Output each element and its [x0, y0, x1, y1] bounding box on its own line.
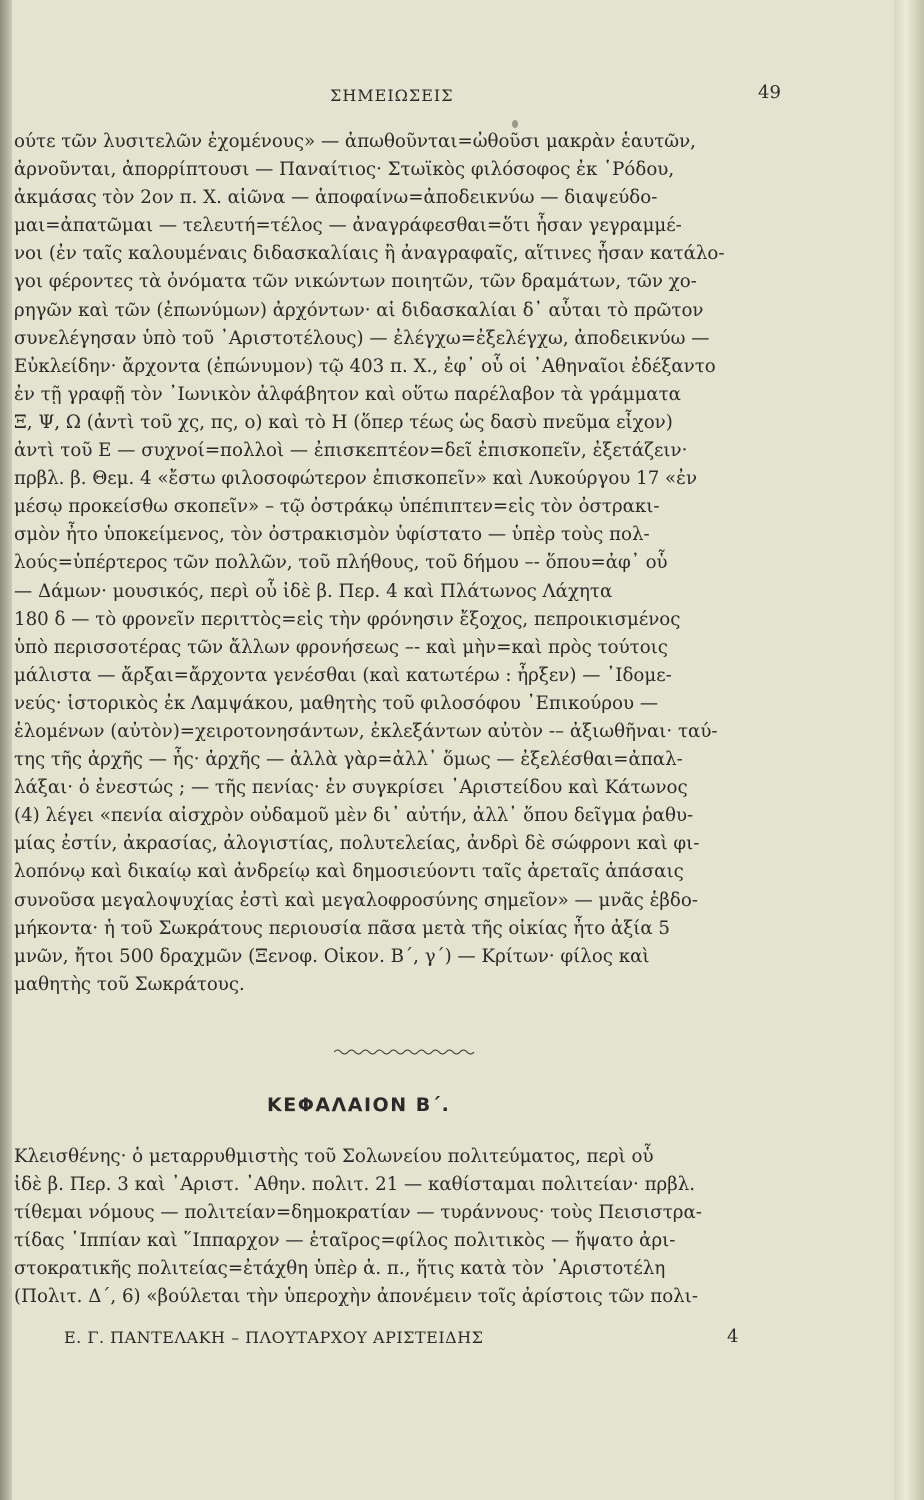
- text-line: λοπόνῳ καὶ δικαίῳ καὶ ἀνδρείῳ καὶ δημοσιεύοντι ταῖς ἀρεταῖς ἁπάσαις: [14, 861, 684, 883]
- page-edge: [894, 0, 924, 1500]
- text-line: συνελέγησαν ὑπὸ τοῦ ᾿Αριστοτέλους) — ἐλέγχω=ἐξελέγχω, ἀποδεικνύω —: [14, 327, 710, 349]
- text-line: λούς=ὑπέρτερος τῶν πολλῶν, τοῦ πλήθους, τοῦ δήμου –- ὅπου=ἀφ᾿ οὗ: [14, 552, 668, 574]
- running-header: [12, 82, 894, 112]
- running-title: ΣΗΜΕΙΩΣΕΙΣ: [330, 86, 454, 105]
- text-line: μνῶν, ἤτοι 500 δραχμῶν (Ξενοφ. Οἰκον. Β΄, γ΄) — Κρίτων· φίλος καὶ: [14, 945, 650, 967]
- text-line: της τῆς ἀρχῆς — ἧς· ἀρχῆς — ἀλλὰ γὰρ=ἀλλ᾿ ὅμως — ἐξελέσθαι=ἀπαλ-: [14, 749, 683, 771]
- text-line: (4) λέγει «πενία αἰσχρὸν οὐδαμοῦ μὲν δι᾿ αὐτήν, ἀλλ᾿ ὅπου δεῖγμα ῥαθυ-: [14, 805, 694, 827]
- ink-smudge: [512, 120, 518, 128]
- text-line: τίθεμαι νόμους — πολιτείαν=δημοκρατίαν — τυράννους· τοὺς Πεισιστρα-: [14, 1202, 702, 1224]
- text-line: λάξαι· ὁ ἐνεστώς ; — τῆς πενίας· ἐν συγκρίσει ᾿Αριστείδου καὶ Κάτωνος: [14, 777, 688, 799]
- text-line: ούτε τῶν λυσιτελῶν ἐχομένους» — ἀπωθοῦνται=ὠθοῦσι μακρὰν ἑαυτῶν,: [14, 131, 696, 152]
- text-line: ἰδὲ β. Περ. 3 καὶ ᾿Αριστ. ᾿Αθην. πολιτ. 21 — καθίσταμαι πολιτείαν· πρβλ.: [14, 1174, 696, 1196]
- page-footer: [12, 1328, 894, 1354]
- text-line: μαι=ἀπατῶμαι — τελευτή=τέλος — ἀναγράφεσθαι=ὅτι ἦσαν γεγραμμέ-: [14, 215, 682, 237]
- text-line: μαθητὴς τοῦ Σωκράτους.: [14, 973, 245, 995]
- chapter-heading: ΚΕΦΑΛΑΙΟΝ Β΄.: [267, 1094, 451, 1116]
- text-line: — Δάμων· μουσικός, περὶ οὗ ἰδὲ β. Περ. 4 καὶ Πλάτωνος Λάχητα: [14, 580, 613, 602]
- text-line: ρηγῶν καὶ τῶν (ἐπωνύμων) ἀρχόντων· αἱ διδασκαλίαι δ᾿ αὗται τὸ πρῶτον: [14, 299, 704, 321]
- text-line: πρβλ. β. Θεμ. 4 «ἔστω φιλοσοφώτερον ἐπισκοπεῖν» καὶ Λυκούργου 17 «ἐν: [14, 468, 697, 490]
- text-line: ἑλομένων (αὐτὸν)=χειροτονησάντων, ἐκλεξάντων αὐτὸν -– ἀξιωθῆναι· ταύ-: [14, 720, 718, 742]
- book-spine: [0, 0, 12, 1500]
- book-page: [12, 0, 894, 1500]
- chapter-text: [14, 1143, 794, 1312]
- text-line: ἀντὶ τοῦ Ε — συχνοί=πολλοὶ — ἐπισκεπτέον=δεῖ ἐπισκοπεῖν, ἐξετάζειν·: [14, 440, 688, 462]
- signature-number: 4: [727, 1326, 739, 1347]
- page-number: 49: [758, 82, 781, 103]
- text-line: ἀκμάσας τὸν 2ον π. Χ. αἰῶνα — ἀποφαίνω=ἀποδεικνύω — διαψεύδο-: [14, 187, 658, 209]
- text-line: (Πολιτ. Δ΄, 6) «βούλεται τὴν ὑπεροχὴν ἀπονέμειν τοῖς ἀρίστοις τῶν πολι-: [14, 1286, 698, 1308]
- text-line: μήκοντα· ἡ τοῦ Σωκράτους περιουσία πᾶσα μετὰ τῆς οἰκίας ἦτο ἀξία 5: [14, 917, 670, 939]
- wavy-divider: [334, 1048, 476, 1056]
- text-line: 180 δ — τὸ φρονεῖν περιττὸς=εἰς τὴν φρόνησιν ἔξοχος, πεπροικισμένος: [14, 608, 681, 630]
- notes-text: [14, 128, 794, 999]
- text-line: μάλιστα — ἄρξαι=ἄρχοντα γενέσθαι (καὶ κατωτέρω : ἦρξεν) — ᾿Ιδομε-: [14, 664, 672, 686]
- text-line: γοι φέροντες τὰ ὀνόματα τῶν νικώντων ποιητῶν, τῶν δραμάτων, τῶν χο-: [14, 271, 697, 293]
- text-line: σμὸν ἦτο ὑποκείμενος, τὸν ὀστρακισμὸν ὑφίστατο — ὑπὲρ τοὺς πολ-: [14, 524, 650, 546]
- text-line: Κλεισθένης· ὁ μεταρρυθμιστὴς τοῦ Σολωνείου πολιτεύματος, περὶ οὗ: [14, 1146, 654, 1167]
- text-line: ὑπὸ περισσοτέρας τῶν ἄλλων φρονήσεως –- καὶ μὴν=καὶ πρὸς τούτοις: [14, 636, 668, 658]
- text-line: ἀρνοῦνται, ἀπορρίπτουσι — Παναίτιος· Στωϊκὸς φιλόσοφος ἐκ ῾Ρόδου,: [14, 159, 675, 181]
- text-line: συνοῦσα μεγαλοψυχίας ἐστὶ καὶ μεγαλοφροσύνης σημεῖον» — μνᾶς ἑβδο-: [14, 889, 698, 911]
- text-line: νεύς· ἱστορικὸς ἐκ Λαμψάκου, μαθητὴς τοῦ φιλοσόφου ᾿Επικούρου —: [14, 692, 659, 714]
- text-line: ἐν τῇ γραφῇ τὸν ᾿Ιωνικὸν ἀλφάβητον καὶ οὕτω παρέλαβον τὰ γράμματα: [14, 383, 681, 405]
- text-line: στοκρατικῆς πολιτείας=ἐτάχθη ὑπὲρ ἀ. π., ἥτις κατὰ τὸν ᾿Αριστοτέλη: [14, 1258, 666, 1280]
- text-line: μέσῳ προκείσθω σκοπεῖν» – τῷ ὀστράκῳ ὑπέπιπτεν=εἰς τὸν ὀστρακι-: [14, 496, 660, 518]
- footer-text: Ε. Γ. ΠΑΝΤΕΛΑΚΗ – ΠΛΟΥΤΑΡΧΟΥ ΑΡΙΣΤΕΙΔΗΣ: [64, 1328, 484, 1347]
- text-line: Εὐκλείδην· ἄρχοντα (ἐπώνυμον) τῷ 403 π. Χ., ἐφ᾿ οὗ οἱ ᾿Αθηναῖοι ἐδέξαντο: [14, 355, 716, 377]
- text-line: τίδας ῾Ιππίαν καὶ ῞Ιππαρχον — ἑταῖρος=φίλος πολιτικὸς — ἥψατο ἀρι-: [14, 1230, 676, 1252]
- text-line: νοι (ἐν ταῖς καλουμέναις διδασκαλίαις ἢ ἀναγραφαῖς, αἵτινες ἦσαν κατάλο-: [14, 243, 725, 265]
- text-line: Ξ, Ψ, Ω (ἀντὶ τοῦ χς, πς, ο) καὶ τὸ Η (ὅπερ τέως ὡς δασὺ πνεῦμα εἶχον): [14, 411, 673, 433]
- text-line: μίας ἐστίν, ἀκρασίας, ἀλογιστίας, πολυτελείας, ἀνδρὶ δὲ σώφρονι καὶ φι-: [14, 833, 700, 855]
